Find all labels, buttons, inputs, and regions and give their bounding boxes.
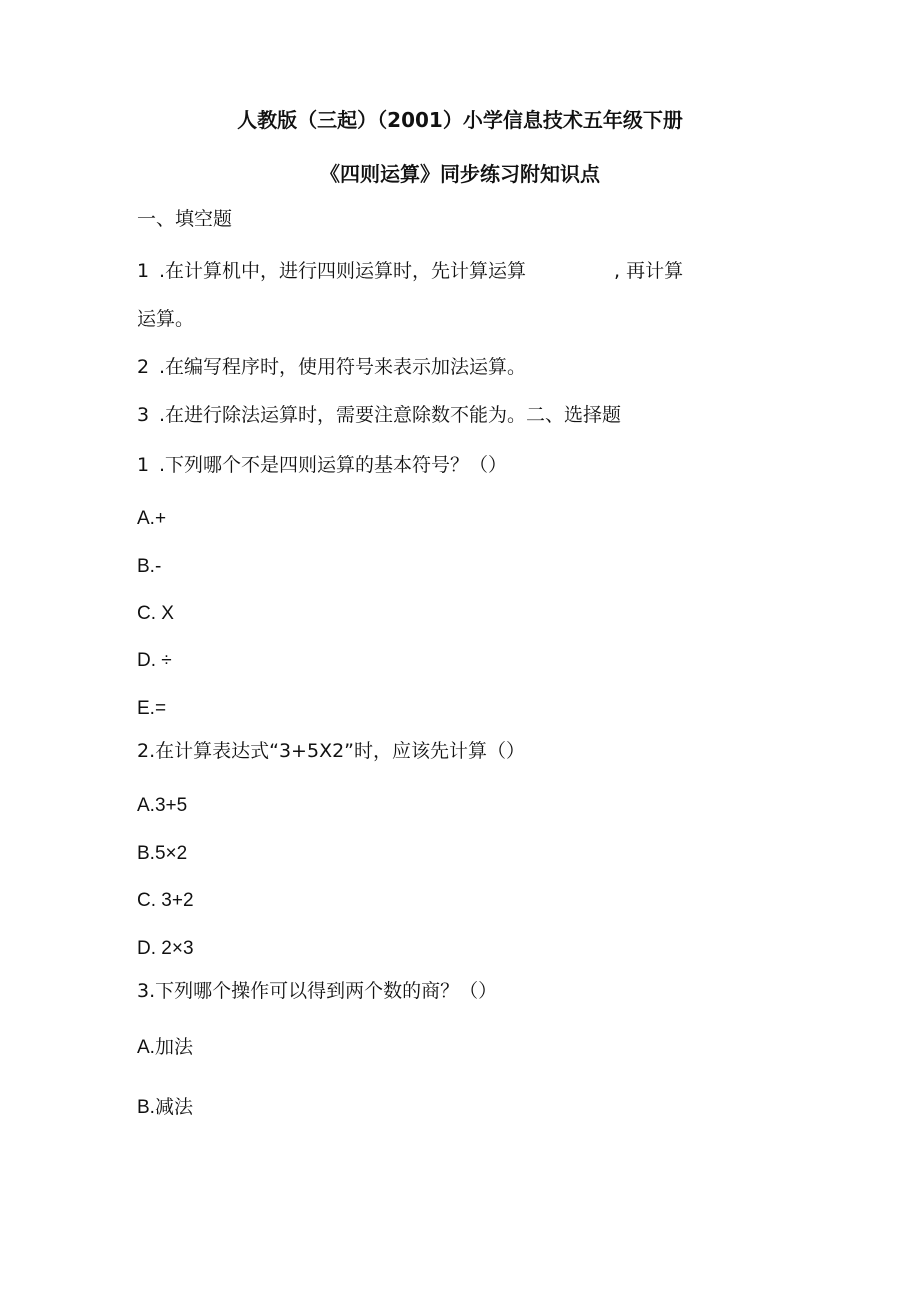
question-number: 1 (137, 260, 150, 282)
question-text: .在进行除法运算时，需要注意除数不能为。二、选择题 (159, 404, 622, 426)
choice-option: D. ÷ (137, 650, 172, 671)
question-text: .在编写程序时，使用符号来表示加法运算。 (159, 356, 527, 378)
question-number: 1 (137, 454, 150, 476)
question-text: .下列哪个不是四则运算的基本符号？（） (159, 454, 508, 476)
choice-option: B.5×2 (137, 843, 188, 864)
question-number: 2 (137, 356, 150, 378)
choice-option: A.3+5 (137, 795, 188, 816)
choice-option: B.减法 (137, 1097, 193, 1118)
choice-option: C. X (137, 603, 174, 624)
choice-option: B.- (137, 556, 162, 577)
question-text-part2: , 再计算 (614, 260, 684, 282)
choice-option: E.= (137, 698, 167, 719)
choice-option: C. 3+2 (137, 890, 194, 911)
choice-option: A.加法 (137, 1037, 193, 1058)
choice-question-1 (137, 452, 507, 478)
choice-option: A.+ (137, 508, 167, 529)
choice-question-2: 2.在计算表达式“3+5X2”时，应该先计算（） (137, 740, 526, 762)
section-heading-fill-in: 一、填空题 (137, 208, 233, 230)
fill-question-3 (137, 402, 621, 428)
document-title-line-1: 人教版（三起）（2001）小学信息技术五年级下册 (237, 108, 683, 132)
question-number: 3 (137, 404, 150, 426)
fill-question-1 (137, 258, 683, 284)
document-title-line-2: 《四则运算》同步练习附知识点 (320, 162, 600, 186)
fill-question-1-continued: 运算。 (137, 308, 195, 330)
choice-question-3: 3.下列哪个操作可以得到两个数的商？（） (137, 980, 498, 1002)
choice-option: D. 2×3 (137, 938, 194, 959)
fill-question-2 (137, 354, 526, 380)
question-text-part1: .在计算机中，进行四则运算时，先计算运算 (159, 260, 527, 282)
